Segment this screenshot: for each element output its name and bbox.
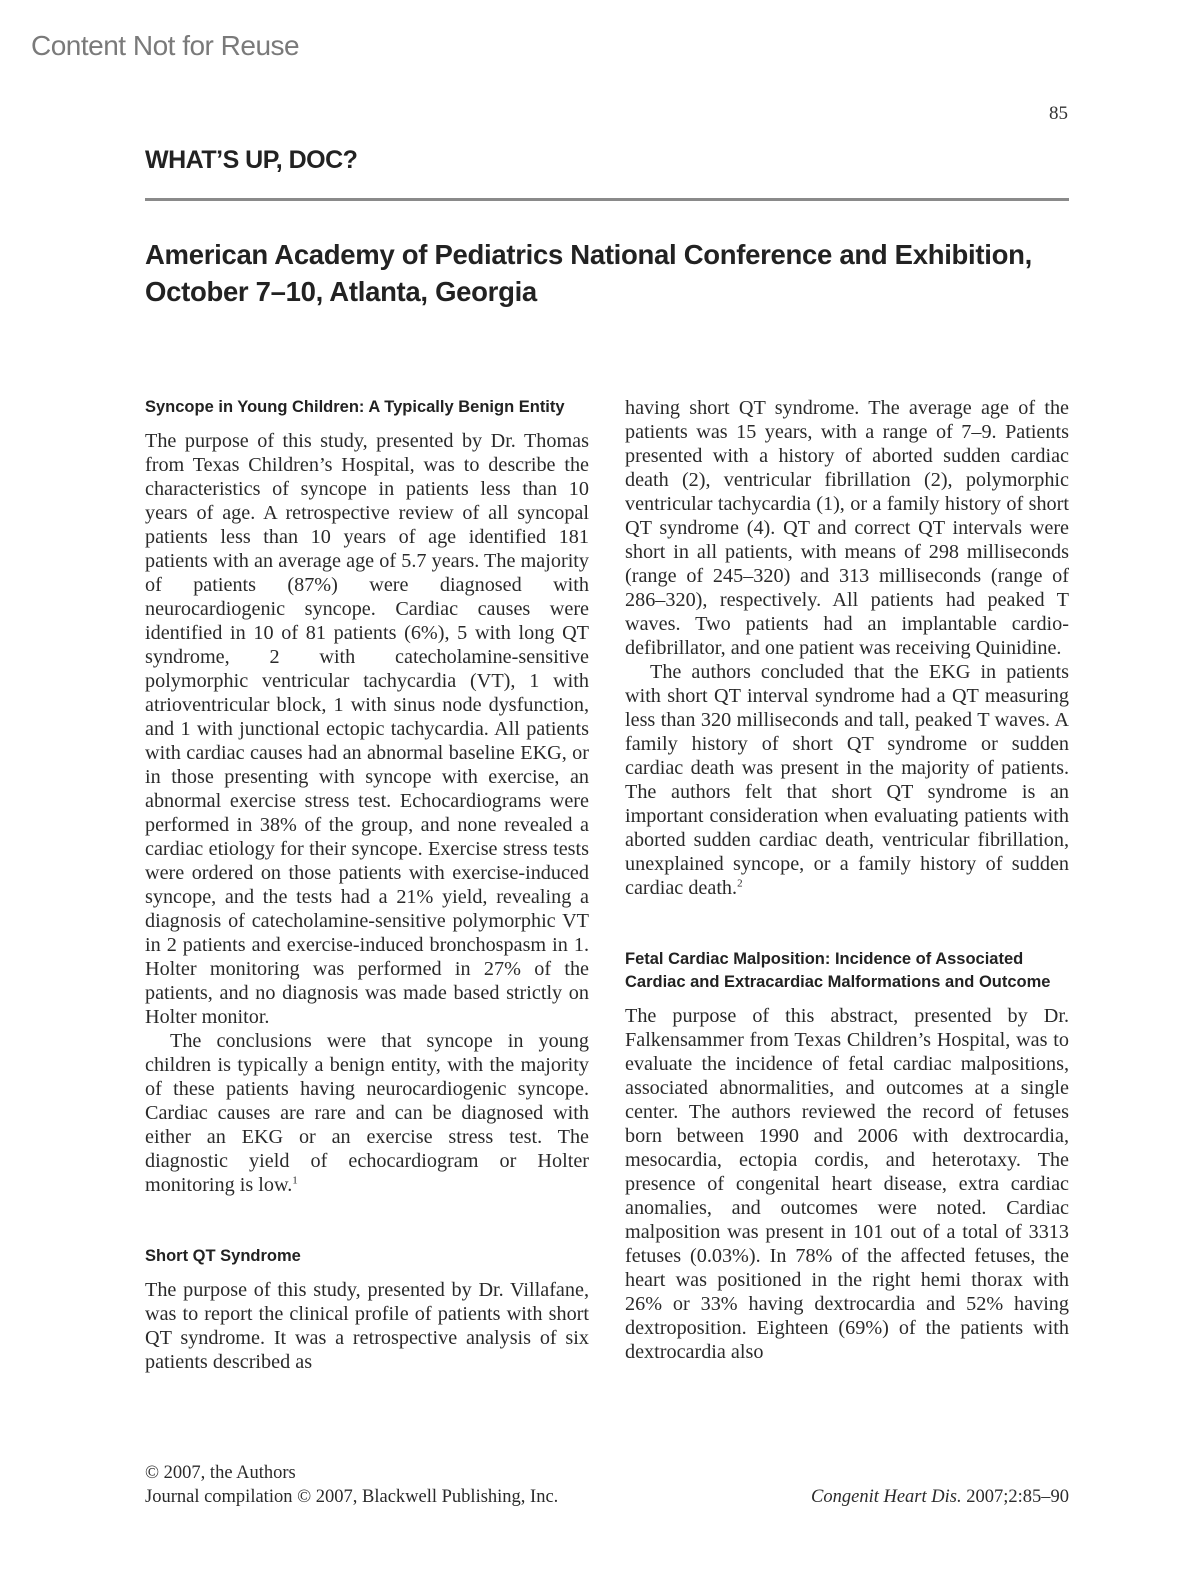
journal-name: Congenit Heart Dis. <box>811 1487 962 1507</box>
citation-volume: 2007;2:85–90 <box>966 1487 1069 1507</box>
short-qt-paragraph-1: The purpose of this study, presented by Dr. Villafane, was to report the clinical profile of patients with short QT syndrome. It was a retrospective analysis of six patients described as <box>145 1279 589 1373</box>
syncope-paragraph-2: The conclusions were that syncope in young children is typically a benign entity, with the majority of these patients having neurocardiogenic syncope. Cardiac causes are rare and can be diagnosed with either an EKG or an exercise stress test. The diagnostic yield of echocardiogram or Holter monitoring is low.$^1$ <box>145 1030 589 1196</box>
short-qt-paragraph-2: The authors concluded that the EKG in patients with short QT interval syndrome had a QT measuring less than 320 milliseconds and tall, peaked T waves. A family history of short QT syndrome or sudden cardiac death was present in the majority of patients. The authors felt that short QT syndrome is an important consideration when evaluating patients with aborted sudden cardiac death, ventricular fibrillation, unexplained syncope, or a family history of sudden cardiac death.$^2$ <box>625 661 1069 899</box>
syncope-paragraph-1: The purpose of this study, presented by Dr. Thomas from Texas Children’s Hospital, was to describe the characteristics of syncope in patients less than 10 years of age. A retrospective review of all syncopal patients less than 10 years of age identified 181 patients with an average age of 5.7 years. The majority of patients (87%) were diagnosed with neurocardiogenic syncope. Cardiac causes were identified in 10 of 81 patients (6%), 5 with long QT syndrome, 2 with catecholamine-sensitive polymorphic ventricular tachycardia (VT), 1 with atrioventricular block, 1 with sinus node dysfunction, and 1 with junctional ectopic tachycardia. All patients with cardiac causes had an abnormal baseline EKG, or in those presenting with syncope with exercise, an abnormal exercise stress test. Echocardiograms were performed in 38% of the group, and none revealed a cardiac etiology for their syncope. Exercise stress tests were ordered on those patients with exercise-induced syncope, and the tests had a 21% yield, revealing a diagnosis of catecholamine-sensitive polymorphic VT in 2 patients and exercise-induced bronchospasm in 1. Holter monitoring was performed in 27% of the patients, and no diagnosis was made based strictly on Holter monitor. <box>145 430 589 1028</box>
reference-marker: 1 <box>292 1174 298 1187</box>
copyright-line: © 2007, the Authors <box>145 1463 296 1483</box>
watermark-text: Content Not for Reuse <box>31 30 300 61</box>
footer-copyright <box>145 1461 558 1509</box>
section-label: WHAT’S UP, DOC? <box>145 146 358 174</box>
article-heading-fetal-malposition: Fetal Cardiac Malposition: Incidence of Associated Cardiac and Extracardiac Malformations and Outcome <box>625 950 1051 991</box>
article-heading-short-qt: Short QT Syndrome <box>145 1247 301 1265</box>
reference-marker: 2 <box>737 877 743 890</box>
page-number: 85 <box>1049 103 1068 124</box>
page-title: American Academy of Pediatrics National Conference and Exhibition, October 7–10, Atlanta, Georgia <box>145 239 1032 307</box>
left-column <box>145 396 589 1374</box>
footer-citation <box>811 1485 1069 1509</box>
short-qt-paragraph-1-continued: having short QT syndrome. The average age of the patients was 15 years, with a range of 7–9. Patients presented with a history of aborted sudden cardiac death (2), ventricular fibrillation (2), polymorphic ventricular tachycardia (1), or a family history of short QT syndrome (4). QT and correct QT intervals were short in all patients, with means of 298 milliseconds (range of 245–320) and 313 milliseconds (range of 286–320), respectively. All patients had peaked T waves. Two patients had an implantable cardiodefibrillator, and one patient was receiving Quinidine. <box>625 397 1069 659</box>
compilation-line: Journal compilation © 2007, Blackwell Publishing, Inc. <box>145 1487 559 1507</box>
right-column <box>625 396 1069 1364</box>
article-heading-syncope: Syncope in Young Children: A Typically Benign Entity <box>145 398 565 416</box>
fetal-malposition-paragraph-1: The purpose of this abstract, presented by Dr. Falkensammer from Texas Children’s Hospital, was to evaluate the incidence of fetal cardiac malpositions, associated abnormalities, and outcomes at a single center. The authors reviewed the record of fetuses born between 1990 and 2006 with dextrocardia, mesocardia, ectopia cordis, and heterotaxy. The presence of congenital heart disease, extra cardiac anomalies, and outcomes were noted. Cardiac malposition was present in 101 out of a total of 3313 fetuses (0.03%). In 78% of the affected fetuses, the heart was positioned in the right hemi thorax with 26% or 33% having dextrocardia and 52% having dextroposition. Eighteen (69%) of the patients with dextrocardia also <box>625 1005 1069 1363</box>
header-divider <box>145 198 1069 201</box>
